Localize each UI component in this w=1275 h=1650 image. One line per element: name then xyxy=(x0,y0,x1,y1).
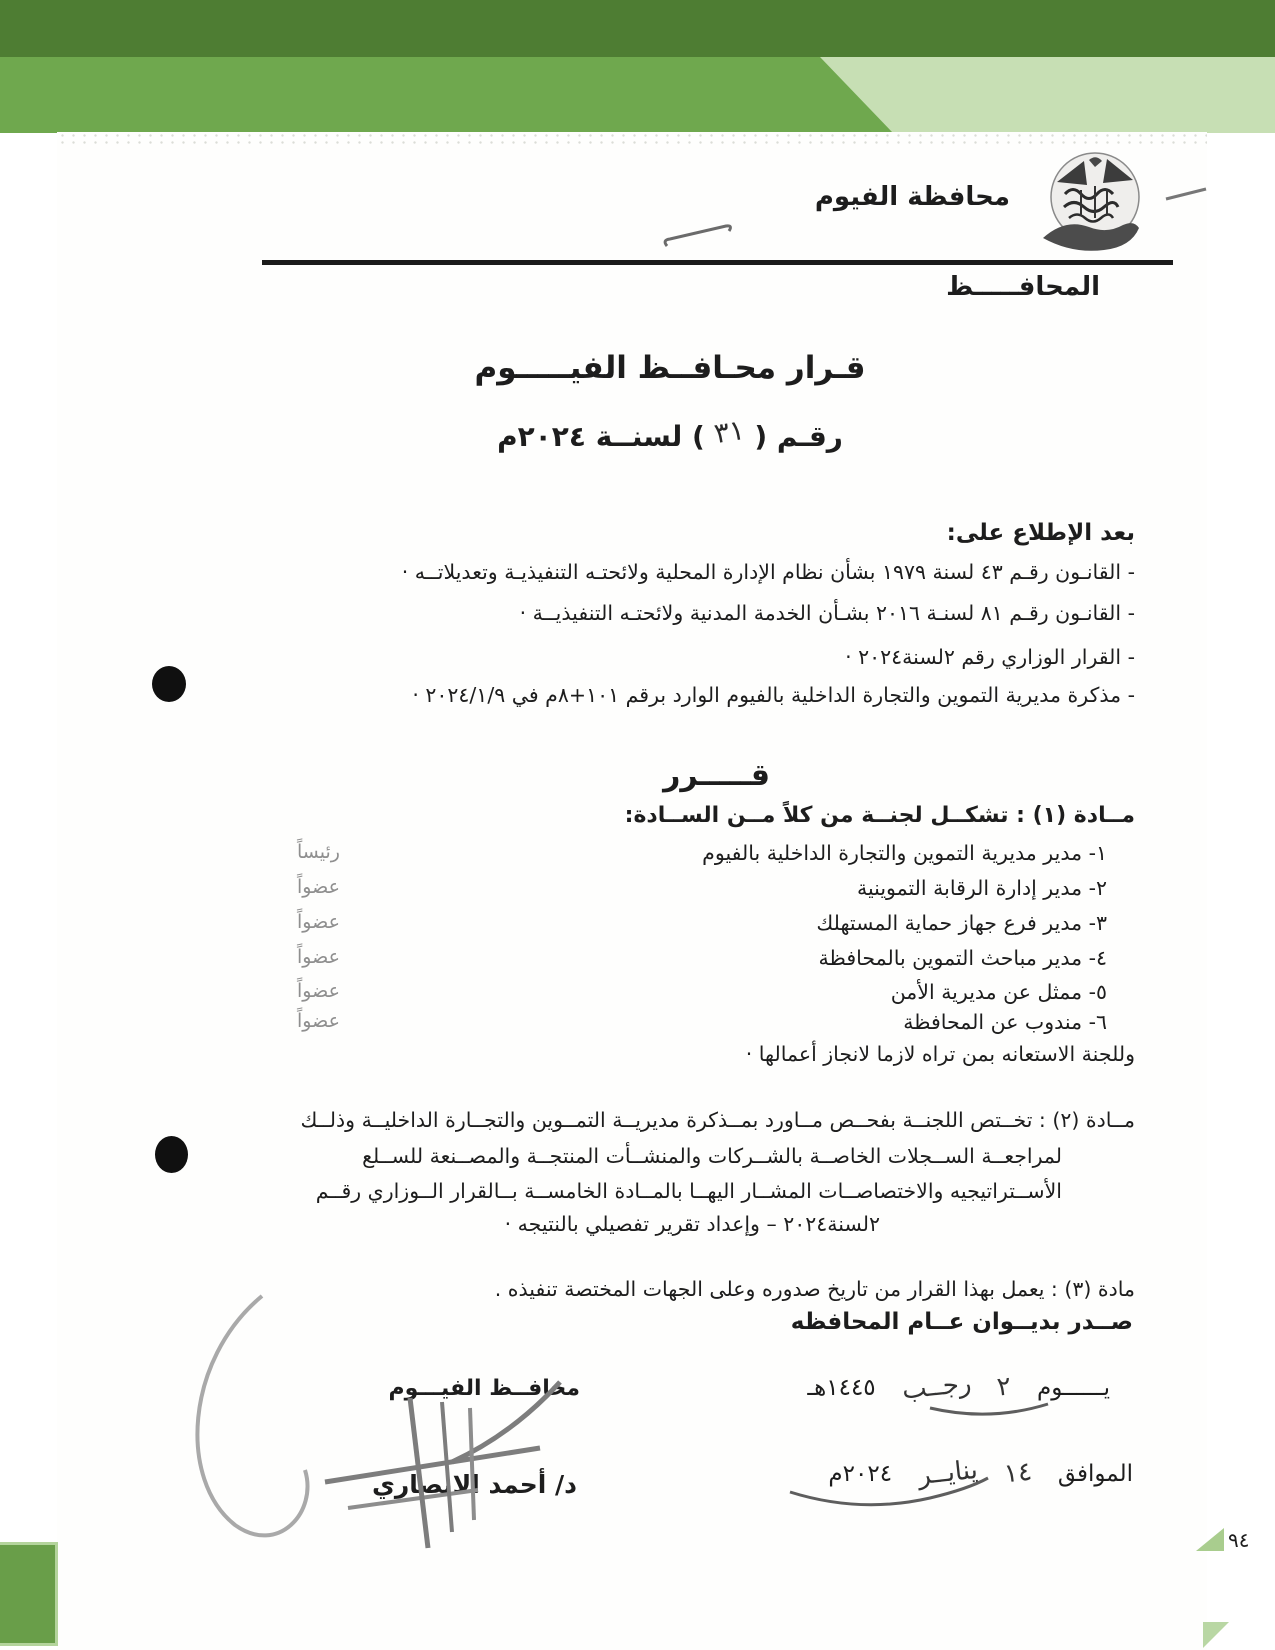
member-role: عضواً xyxy=(297,876,340,898)
decree-number-line xyxy=(430,412,910,453)
hijri-date-line xyxy=(807,1368,1110,1406)
day-value-handwritten: ٢ xyxy=(995,1371,1013,1403)
decree-number-prefix: رقـم ( xyxy=(754,420,843,453)
greg-day-handwritten: ١٤ xyxy=(1002,1456,1034,1490)
committee-row xyxy=(297,980,1107,1004)
gregorian-date-line xyxy=(828,1454,1133,1492)
bottom-left-green-rect xyxy=(0,1542,58,1646)
member-role: عضواً xyxy=(297,911,340,933)
decree-heading: قـــــرر xyxy=(663,758,770,793)
member-role: عضواً xyxy=(297,946,340,968)
decree-number-suffix: ) لسنــة ٢٠٢٤م xyxy=(497,420,705,453)
committee-row xyxy=(297,876,1107,900)
issued-line: صــدر بديــوان عــام المحافظه xyxy=(790,1309,1133,1335)
scan-dot xyxy=(155,1136,188,1173)
header-rule xyxy=(262,260,1173,265)
member-role: عضواً xyxy=(297,980,340,1002)
signatory-name: د/ أحمد الانصاري xyxy=(371,1470,577,1499)
member-text: ٣- مدير فرع جهاز حماية المستهلك xyxy=(816,911,1107,935)
article2-line: مــادة (٢) : تخــتص اللجنــة بفحــص مــاورد بمــذكرة مديريــة التمــوين والتجــارة الداخليــة وذلــك xyxy=(300,1108,1135,1132)
member-text: ٤- مدير مباحث التموين بالمحافظة xyxy=(818,946,1107,970)
member-text: ٥- ممثل عن مديرية الأمن xyxy=(890,980,1107,1004)
scan-dot xyxy=(152,666,186,702)
member-role: رئيساً xyxy=(297,841,340,863)
signatory-title: محافــظ الفيـــوم xyxy=(388,1376,580,1401)
committee-row xyxy=(297,841,1107,865)
committee-row xyxy=(297,911,1107,935)
preamble-item: - القرار الوزاري رقم ٢لسنة٢٠٢٤ · xyxy=(845,645,1135,669)
org-name: محافظة الفيوم xyxy=(814,182,1010,212)
decree-title-block xyxy=(430,350,910,453)
greg-month-handwritten: ينايــر xyxy=(916,1454,980,1492)
committee-row xyxy=(297,946,1107,970)
scan-noise-strip xyxy=(57,132,1207,148)
member-text: ٢- مدير إدارة الرقابة التموينية xyxy=(856,876,1107,900)
article2-line: ٢لسنة٢٠٢٤ – وإعداد تقرير تفصيلي بالنتيجه · xyxy=(504,1212,880,1236)
decree-number-handwritten: ٣١ xyxy=(711,412,747,451)
decree-title: قـرار محـافــظ الفيـــــوم xyxy=(474,350,866,386)
article1-footer: وللجنة الاستعانه بمن تراه لازما لانجاز أعمالها · xyxy=(745,1042,1135,1066)
governor-label: المحافـــــظ xyxy=(946,272,1100,302)
hijri-month-handwritten: رجــب xyxy=(900,1368,973,1406)
preamble-heading: بعد الإطلاع على: xyxy=(946,520,1135,546)
page-number-triangle-icon xyxy=(1196,1528,1224,1551)
article2-line: لمراجعــة الســجلات الخاصــة بالشــركات والمنشــأت المنتجــة والمصــنعة للســلع xyxy=(362,1144,1062,1168)
bottom-right-triangle-icon xyxy=(1203,1622,1229,1648)
preamble-item: - مذكرة مديرية التموين والتجارة الداخلية بالفيوم الوارد برقم ١٠١+٨م في ٢٠٢٤/١/٩ · xyxy=(412,683,1135,707)
committee-row xyxy=(297,1010,1107,1034)
article3-text: مادة (٣) : يعمل بهذا القرار من تاريخ صدوره وعلى الجهات المختصة تنفيذه . xyxy=(494,1277,1135,1301)
preamble-item: - القانـون رقـم ٨١ لسنـة ٢٠١٦ بشـأن الخدمة المدنية ولائحتـه التنفيذيــة · xyxy=(519,601,1135,625)
page-number: ٩٤ xyxy=(1228,1528,1250,1552)
article2-line: الأســتراتيجيه والاختصاصــات المشــار اليهــا بالمــادة الخامســة بــالقرار الــوزاري رقــم xyxy=(315,1179,1062,1203)
day-label: يــــــوم xyxy=(1037,1375,1110,1401)
member-text: ١- مدير مديرية التموين والتجارة الداخلية بالفيوم xyxy=(702,841,1107,865)
hijri-year: ١٤٤٥هـ xyxy=(807,1375,876,1401)
header-band-dark xyxy=(0,0,1275,57)
greg-label: الموافق xyxy=(1057,1461,1133,1487)
member-text: ٦- مندوب عن المحافظة xyxy=(903,1010,1107,1034)
article1-intro: مــادة (١) : تشكــل لجنــة من كلاً مــن الســادة: xyxy=(624,803,1135,828)
preamble-item: - القانـون رقـم ٤٣ لسنة ١٩٧٩ بشأن نظام الإدارة المحلية ولائحتـه التنفيذيـة وتعديلاتــه · xyxy=(401,560,1135,584)
greg-year: ٢٠٢٤م xyxy=(828,1461,893,1487)
member-role: عضواً xyxy=(297,1010,340,1032)
